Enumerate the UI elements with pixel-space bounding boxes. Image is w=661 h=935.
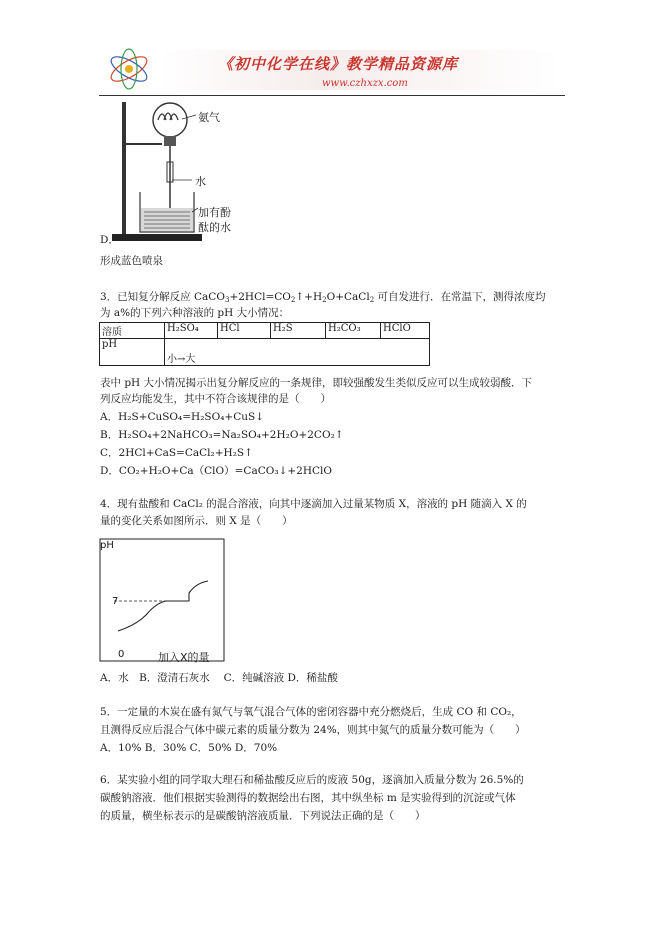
q5-line1: 5．一定量的木炭在盛有氮气与氧气混合气体的密闭容器中充分燃烧后，生成 CO 和 CO₂， <box>100 706 522 718</box>
label-phenolphthalein-1: 加有酚 <box>198 206 231 219</box>
table-cell: pH <box>100 339 165 366</box>
option-d-letter: D． <box>100 234 119 246</box>
q4-options: A．水 B．澄清石灰水 C．纯碱溶液 D．稀盐酸 <box>100 672 338 684</box>
graph-origin: 0 <box>118 649 125 660</box>
q4-line1: 4．现有盐酸和 CaCl₂ 的混合溶液，向其中逐滴加入过量某物质 X，溶液的 pH 随滴入 X 的 <box>100 498 527 510</box>
q3-line3: 表中 pH 大小情况揭示出复分解反应的一条规律，即较强酸发生类似反应可以生成较弱酸．下 <box>100 377 533 389</box>
table-cell: H₂CO₃ <box>326 323 381 339</box>
table-cell: 溶质 <box>100 323 165 339</box>
q5-options: A．10% B．30% C．50% D．70% <box>100 742 278 754</box>
q6-line1: 6．某实验小组的同学取大理石和稀盐酸反应后的废液 50g，逐滴加入质量分数为 26.5%的 <box>100 774 524 786</box>
label-water: 水 <box>195 175 206 188</box>
table-cell: H₂S <box>271 323 326 339</box>
table-cell: HClO <box>381 323 430 339</box>
q6-line3: 的质量，横坐标表示的是碳酸钠溶液质量．下列说法正确的是（ ） <box>100 810 426 822</box>
graph-x-label: 加入X的量 <box>158 651 210 664</box>
table-cell: 小→大 <box>165 339 430 366</box>
q3-option-b: B．H₂SO₄+2NaHCO₃=Na₂SO₄+2H₂O+2CO₂↑ <box>100 429 344 441</box>
header-rule <box>99 95 565 96</box>
ph-curve <box>118 581 208 631</box>
q5-line2: 且测得反应后混合气体中碳元素的质量分数为 24%，则其中氮气的质量分数可能为（ ） <box>100 724 526 736</box>
atom-logo <box>104 46 154 92</box>
table-cell: H₂SO₄ <box>165 323 218 339</box>
table-cell: HCl <box>218 323 271 339</box>
header-url: www.czhxzx.com <box>322 78 408 89</box>
q3-line4: 列反应均能发生，其中不符合该规律的是（ ） <box>100 393 331 405</box>
q3-option-c: C．2HCl+CaS=CaCl₂+H₂S↑ <box>100 447 253 459</box>
q6-line2: 碳酸钠溶液．他们根据实验测得的数据绘出右图，其中纵坐标 m 是实验得到的沉淀或气体 <box>100 792 516 804</box>
q3-option-d: D．CO₂+H₂O+Ca（ClO）=CaCO₃↓+2HClO <box>100 465 333 477</box>
label-phenolphthalein-2: 酞的水 <box>198 221 231 234</box>
fountain-answer: 形成蓝色喷泉 <box>100 255 163 267</box>
table-row <box>100 323 430 339</box>
graph-y-label: pH <box>100 540 114 551</box>
ph-table <box>99 322 430 366</box>
table-row <box>100 339 430 366</box>
q4-line2: 量的变化关系如图所示．则 X 是（ ） <box>100 515 293 527</box>
fountain-apparatus-figure <box>112 100 202 242</box>
q3-line2: 为 a%的下列六种溶液的 pH 大小情况： <box>100 307 290 319</box>
graph-y-tick: 7 <box>112 596 119 607</box>
header-title: 《初中化学在线》教学精品资源库 <box>218 55 459 73</box>
label-ammonia: 氨气 <box>198 111 220 124</box>
q3-line1: 3．已知复分解反应 $CaCO_3+2HCl=CO_2↑+H_2O+CaCl_2$ 可自发进行．在常温下，测得浓度均 <box>100 291 546 304</box>
q3-option-a: A．H₂S+CuSO₄=H₂SO₄+CuS↓ <box>100 411 265 423</box>
